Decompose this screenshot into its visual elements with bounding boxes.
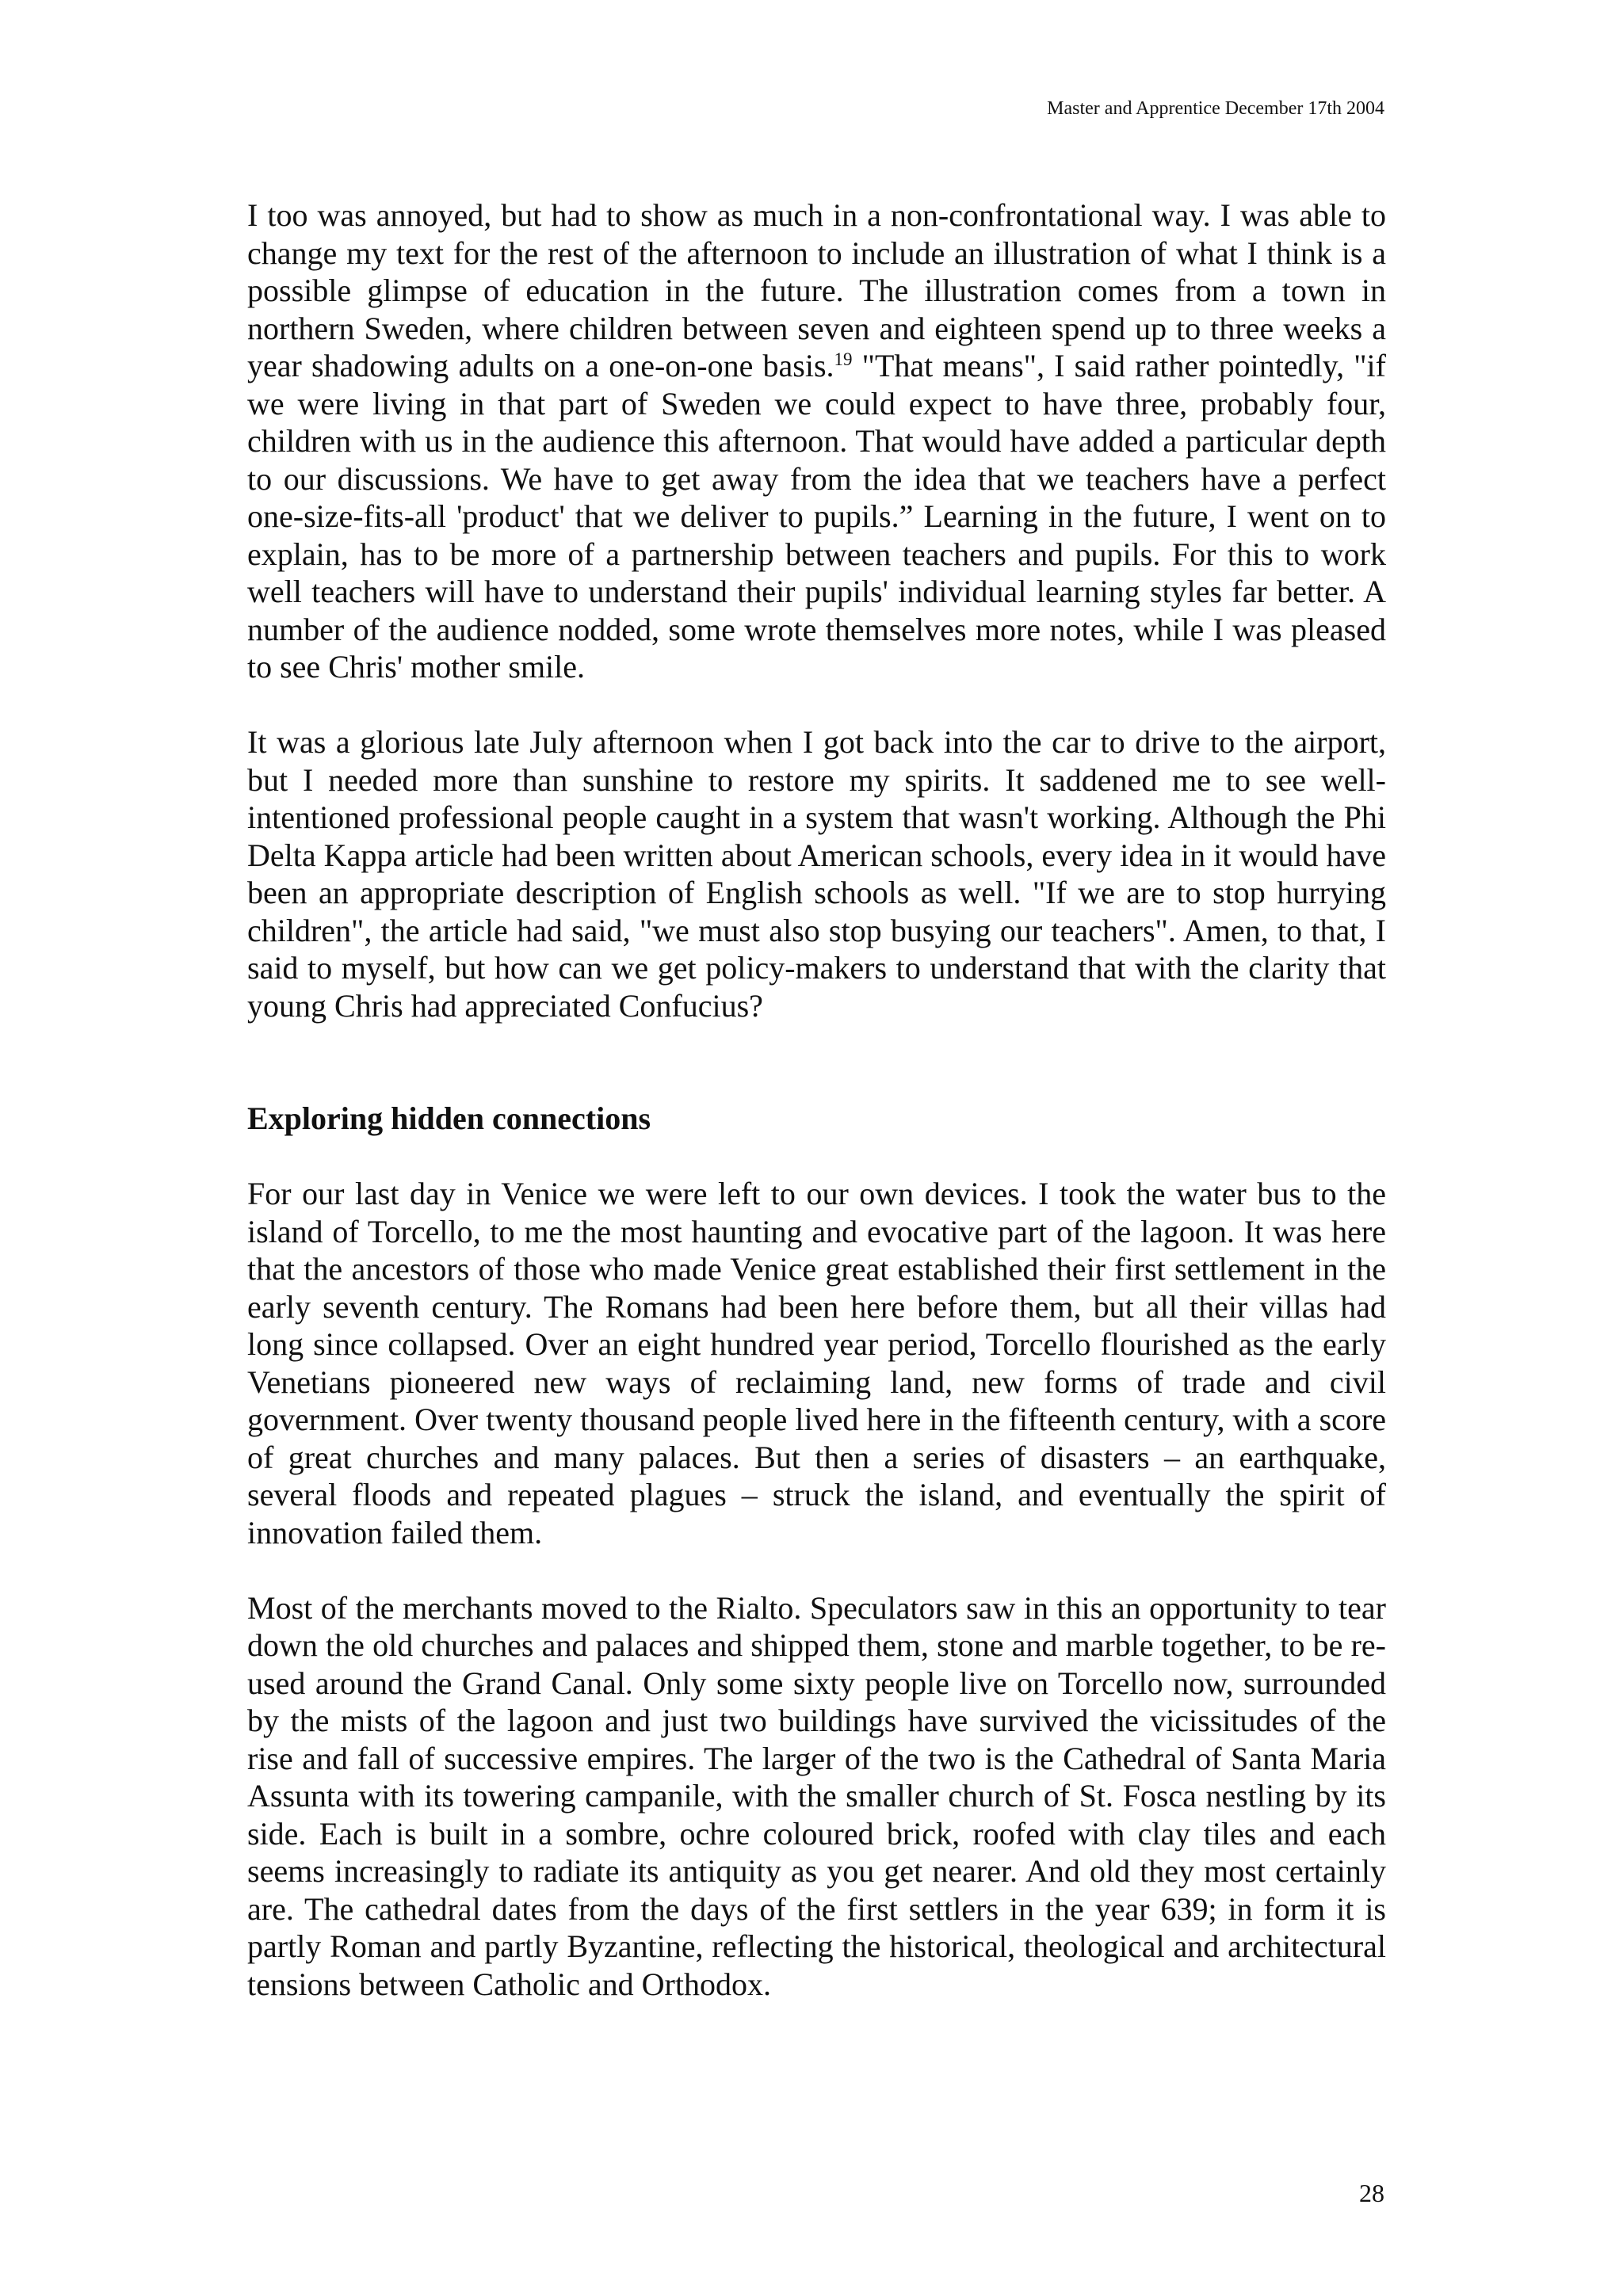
paragraph-spacer [247,1138,1386,1176]
section-spacer [247,1024,1386,1100]
paragraph-1 [247,196,1386,686]
body-text [247,196,1386,2003]
page-number: 28 [1359,2179,1384,2207]
paragraph-2: It was a glorious late July afternoon when I got back into the car to drive to the airport, but I needed more than sunshine to restore my spirits. It saddened me to see well-intentioned professional people caught in a system that wasn't working. Although the Phi Delta Kappa article had been written about American schools, every idea in it would have been an appropriate description of English schools as well. "If we are to stop hurrying children", the article had said, "we must also stop busying our teachers". Amen, to that, I said to myself, but how can we get policy-makers to understand that with the clarity that young Chris had appreciated Confucius? [247,724,1386,1024]
paragraph-3: For our last day in Venice we were left to our own devices. I took the water bus to the island of Torcello, to me the most haunting and evocative part of the lagoon. It was here that the ancestors of those who made Venice great established their first settlement in the early seventh century. The Romans had been here before them, but all their villas had long since collapsed. Over an eight hundred year period, Torcello flourished as the early Venetians pioneered new ways of reclaiming land, new forms of trade and civil government. Over twenty thousand people lived here in the fifteenth century, with a score of great churches and many palaces. But then a series of disasters – an earthquake, several floods and repeated plagues – struck the island, and eventually the spirit of innovation failed them. [247,1176,1386,1550]
running-header: Master and Apprentice December 17th 2004 [1047,98,1384,119]
paragraph-4: Most of the merchants moved to the Rialto. Speculators saw in this an opportunity to tear down the old churches and palaces and shipped them, stone and marble together, to be re-used around the Grand Canal. Only some sixty people live on Torcello now, surrounded by the mists of the lagoon and just two buildings have survived the vicissitudes of the rise and fall of successive empires. The larger of the two is the Cathedral of Santa Maria Assunta with its towering campanile, with the smaller church of St. Fosca nestling by its side. Each is built in a sombre, ochre coloured brick, roofed with clay tiles and each seems increasingly to radiate its antiquity as you get nearer. And old they most certainly are. The cathedral dates from the days of the first settlers in the year 639; in form it is partly Roman and partly Byzantine, reflecting the historical, theological and architectural tensions between Catholic and Orthodox. [247,1589,1386,2002]
paragraph-1-text-end: "That means", I said rather pointedly, "if we were living in that part of Sweden we could expect to have three, probably four, children with us in the audience this afternoon. That would have added a particular depth to our discussions. We have to get away from the idea that we teachers have a perfect one-size-fits-all 'product' that we deliver to pupils.” Learning in the future, I went on to explain, has to be more of a partnership between teachers and pupils. For this to work well teachers will have to understand their pupils' individual learning styles far better. A number of the audience nodded, some wrote themselves more notes, while I was pleased to see Chris' mother smile. [247,348,1386,685]
paragraph-spacer [247,1551,1386,1589]
footnote-reference[interactable]: 19 [834,349,853,369]
paragraph-spacer [247,686,1386,724]
section-heading: Exploring hidden connections [247,1100,651,1136]
paragraph-1-text-start: I too was annoyed, but had to show as much in a non-confrontational way. I was able to change my text for the rest of the afternoon to include an illustration of what I think is a possible glimpse of education in the future. The illustration comes from a town in northern Sweden, where children between seven and eighteen spend up to three weeks a year shadowing adults on a one-on-one basis. [247,197,1386,383]
